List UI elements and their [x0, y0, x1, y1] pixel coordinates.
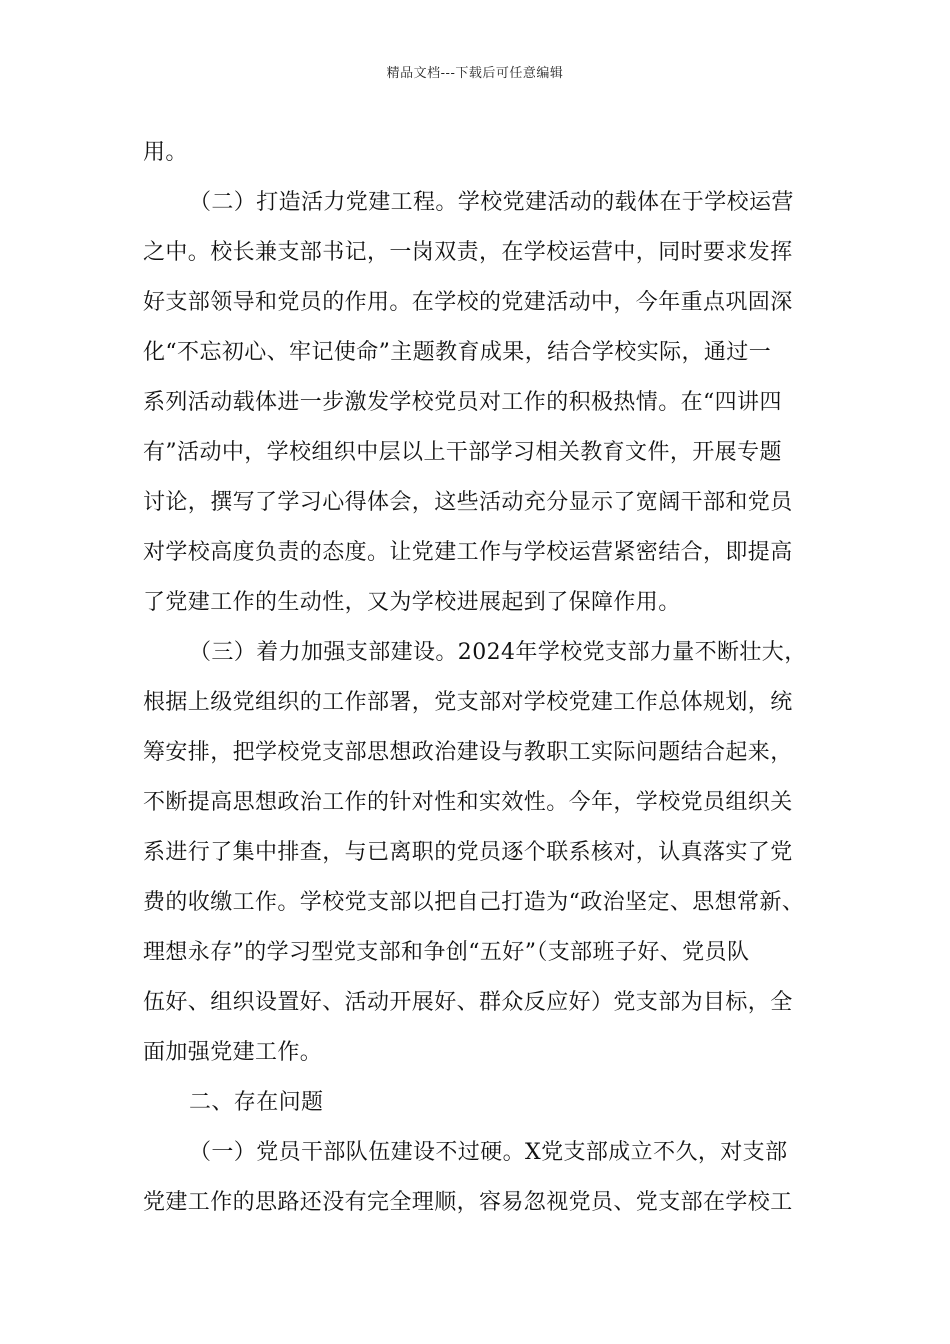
text-line: 系进行了集中排查，与已离职的党员逐个联系核对，认真落实了党 [143, 840, 793, 865]
text-line: 面加强党建工作。 [143, 1040, 323, 1065]
text-line: 有”活动中，学校组织中层以上干部学习相关教育文件，开展专题 [143, 440, 782, 465]
paragraph-start-line: （三）着力加强支部建设。2024年学校党支部力量不断壮大， [189, 640, 807, 665]
text-line: 系列活动载体进一步激发学校党员对工作的积极热情。在“四讲四 [143, 390, 782, 415]
text-line: 筹安排，把学校党支部思想政治建设与教职工实际问题结合起来， [143, 740, 793, 765]
page-header: 精品文档---下载后可任意编辑 [386, 66, 564, 81]
text-line: 党建工作的思路还没有完全理顺，容易忽视党员、党支部在学校工 [143, 1190, 793, 1215]
paragraph-start-line: （一）党员干部队伍建设不过硬。X党支部成立不久，对支部 [189, 1140, 788, 1165]
text-line: 伍好、组织设置好、活动开展好、群众反应好）党支部为目标，全 [143, 990, 793, 1015]
text-line: 对学校高度负责的态度。让党建工作与学校运营紧密结合，即提高 [143, 540, 793, 565]
text-line: 理想永存”的学习型党支部和争创“五好”（支部班子好、党员队 [143, 940, 750, 965]
text-line: 用。 [143, 140, 188, 165]
text-line: 化“不忘初心、牢记使命”主题教育成果，结合学校实际，通过一 [143, 340, 772, 365]
text-line: 根据上级党组织的工作部署，党支部对学校党建工作总体规划，统 [143, 690, 793, 715]
section-heading: 二、存在问题 [189, 1090, 324, 1115]
text-line: 不断提高思想政治工作的针对性和实效性。今年，学校党员组织关 [143, 790, 793, 815]
text-line: 费的收缴工作。学校党支部以把自己打造为“政治坚定、思想常新、 [143, 890, 805, 915]
text-line: 之中。校长兼支部书记，一岗双责，在学校运营中，同时要求发挥 [143, 240, 793, 265]
text-line: 讨论，撰写了学习心得体会，这些活动充分显示了宽阔干部和党员 [143, 490, 793, 515]
text-line: 了党建工作的生动性，又为学校进展起到了保障作用。 [143, 590, 681, 615]
document-body [143, 128, 823, 1228]
text-line: 好支部领导和党员的作用。在学校的党建活动中，今年重点巩固深 [143, 290, 793, 315]
paragraph-start-line: （二）打造活力党建工程。学校党建活动的载体在于学校运营 [189, 190, 794, 215]
